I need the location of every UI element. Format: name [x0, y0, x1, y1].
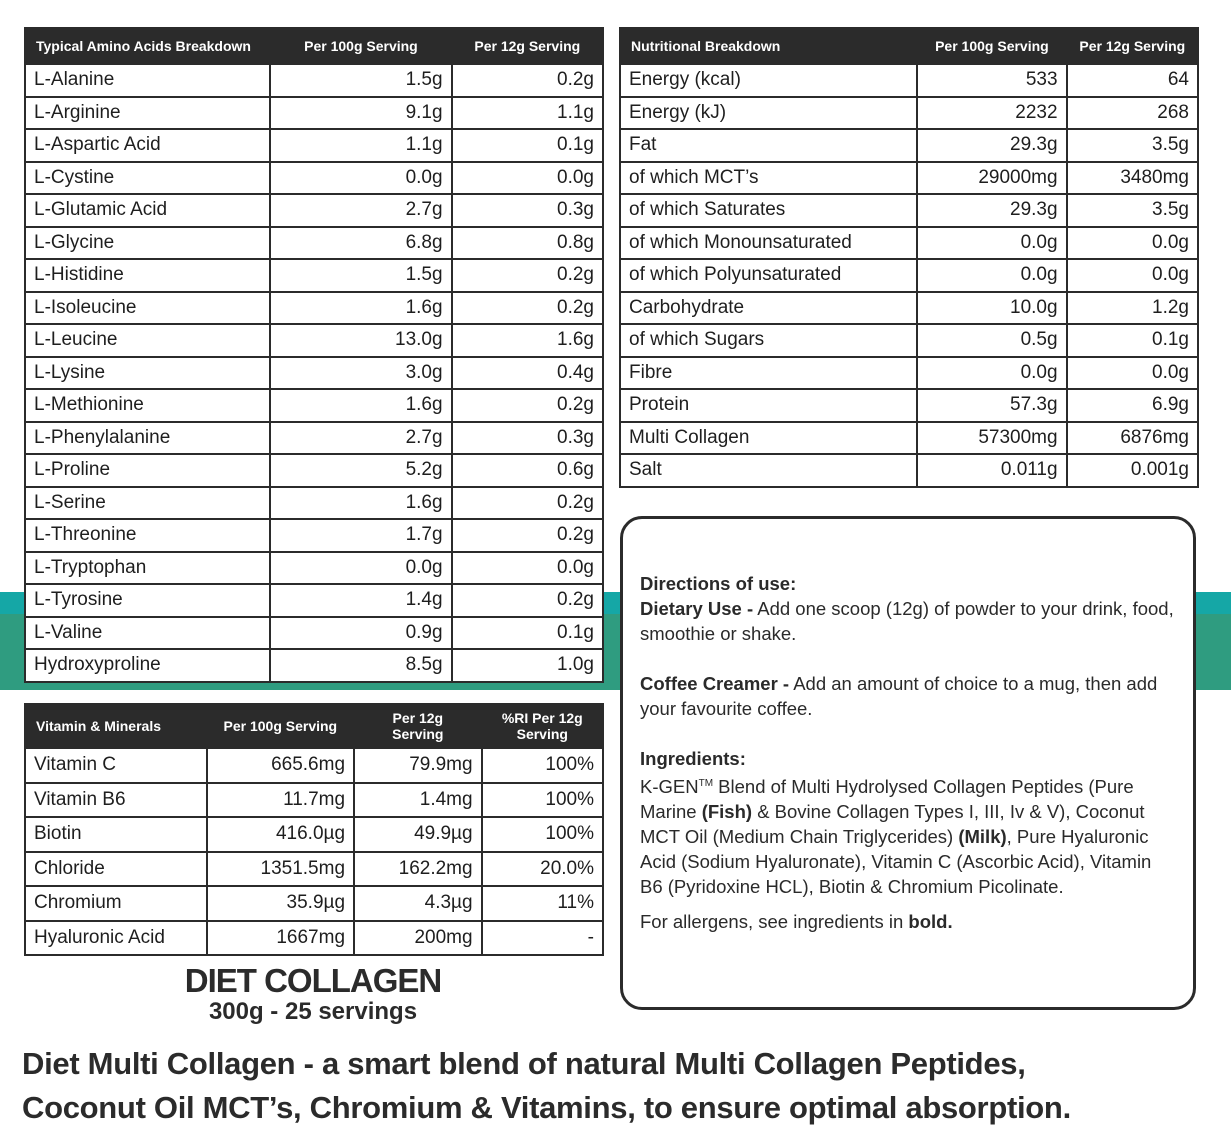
- amino-label-cell: L-Glutamic Acid: [25, 194, 270, 227]
- trademark-mark: TM: [698, 778, 714, 789]
- vits-row: [25, 748, 603, 783]
- amino-value-cell: 1.1g: [270, 129, 451, 162]
- amino-value-cell: 0.0g: [270, 552, 451, 585]
- nutri-label-cell: Multi Collagen: [620, 422, 917, 455]
- amino-value-cell: 6.8g: [270, 227, 451, 260]
- amino-value-cell: 0.2g: [452, 487, 603, 520]
- ingredient-part-3: & Bovine Collagen Types I, III, Iv & V), Coconut MCT Oil (Medium Chain Triglycerides): [640, 801, 1145, 848]
- amino-row: [25, 584, 603, 617]
- vits-value-cell: 35.9µg: [207, 886, 354, 921]
- amino-row: [25, 389, 603, 422]
- ingredient-part-4: , Pure Hyaluronic Acid (Sodium Hyaluronate), Vitamin C (Ascorbic Acid), Vitamin B6 (Pyridoxine HCL), Biotin & Chromium Picolinate.: [640, 826, 1152, 898]
- nutri-header-100g: Per 100g Serving: [917, 28, 1066, 64]
- amino-acids-body: [25, 64, 603, 682]
- vits-value-cell: 1351.5mg: [207, 852, 354, 887]
- amino-value-cell: 9.1g: [270, 97, 451, 130]
- amino-row: [25, 64, 603, 97]
- amino-label-cell: Hydroxyproline: [25, 649, 270, 682]
- product-size: 300g - 25 servings: [208, 998, 418, 1025]
- amino-value-cell: 1.1g: [452, 97, 603, 130]
- amino-label-cell: L-Tyrosine: [25, 584, 270, 617]
- amino-value-cell: 0.0g: [452, 162, 603, 195]
- amino-label-cell: L-Aspartic Acid: [25, 129, 270, 162]
- nutritional-body: [620, 64, 1198, 487]
- vitamins-minerals-table: [24, 703, 604, 956]
- amino-row: [25, 259, 603, 292]
- nutri-label-cell: Fibre: [620, 357, 917, 390]
- vits-row: [25, 817, 603, 852]
- nutri-value-cell: 0.0g: [1067, 357, 1198, 390]
- coffee-creamer-text: [640, 671, 1177, 721]
- amino-value-cell: 0.6g: [452, 454, 603, 487]
- nutri-value-cell: 1.2g: [1067, 292, 1198, 325]
- vits-value-cell: 11.7mg: [207, 783, 354, 818]
- allergen-fish: (Fish): [701, 801, 753, 823]
- amino-value-cell: 0.1g: [452, 129, 603, 162]
- vits-value-cell: 665.6mg: [207, 748, 354, 783]
- amino-value-cell: 8.5g: [270, 649, 451, 682]
- amino-label-cell: L-Tryptophan: [25, 552, 270, 585]
- ingredients-title: Ingredients:: [640, 748, 746, 769]
- nutri-value-cell: 0.0g: [917, 259, 1066, 292]
- amino-label-cell: L-Lysine: [25, 357, 270, 390]
- nutri-row: [620, 162, 1198, 195]
- amino-label-cell: L-Threonine: [25, 519, 270, 552]
- vits-value-cell: 79.9mg: [354, 748, 482, 783]
- vits-value-cell: 100%: [482, 817, 603, 852]
- nutri-value-cell: 3.5g: [1067, 194, 1198, 227]
- nutri-label-cell: of which Sugars: [620, 324, 917, 357]
- amino-value-cell: 2.7g: [270, 194, 451, 227]
- amino-value-cell: 1.7g: [270, 519, 451, 552]
- amino-value-cell: 0.2g: [452, 519, 603, 552]
- product-name: DIET COLLAGEN: [184, 962, 442, 999]
- amino-value-cell: 0.3g: [452, 422, 603, 455]
- vits-value-cell: 4.3µg: [354, 886, 482, 921]
- nutri-value-cell: 0.1g: [1067, 324, 1198, 357]
- nutri-row: [620, 292, 1198, 325]
- amino-label-cell: L-Proline: [25, 454, 270, 487]
- vits-row: [25, 783, 603, 818]
- amino-label-cell: L-Leucine: [25, 324, 270, 357]
- amino-row: [25, 194, 603, 227]
- amino-row: [25, 227, 603, 260]
- nutri-value-cell: 0.001g: [1067, 454, 1198, 487]
- vits-value-cell: 100%: [482, 748, 603, 783]
- nutri-value-cell: 0.011g: [917, 454, 1066, 487]
- tagline-line-2: Coconut Oil MCT’s, Chromium & Vitamins, to ensure optimal absorption.: [22, 1090, 1071, 1125]
- vits-label-cell: Vitamin B6: [25, 783, 207, 818]
- vitamins-minerals-body: [25, 748, 603, 955]
- nutri-value-cell: 3480mg: [1067, 162, 1198, 195]
- nutri-row: [620, 454, 1198, 487]
- nutri-row: [620, 422, 1198, 455]
- vits-value-cell: 416.0µg: [207, 817, 354, 852]
- nutri-row: [620, 129, 1198, 162]
- dietary-use-body: Add one scoop (12g) of powder to your drink, food, smoothie or shake.: [640, 598, 1174, 644]
- amino-acids-table: [24, 27, 604, 683]
- nutri-label-cell: Energy (kcal): [620, 64, 917, 97]
- nutri-row: [620, 389, 1198, 422]
- amino-value-cell: 0.1g: [452, 617, 603, 650]
- amino-value-cell: 0.2g: [452, 584, 603, 617]
- nutri-value-cell: 0.5g: [917, 324, 1066, 357]
- amino-value-cell: 3.0g: [270, 357, 451, 390]
- nutri-header-12g: Per 12g Serving: [1067, 28, 1198, 64]
- amino-value-cell: 1.0g: [452, 649, 603, 682]
- vits-header-name: Vitamin & Minerals: [25, 704, 207, 748]
- nutri-value-cell: 268: [1067, 97, 1198, 130]
- nutri-value-cell: 0.0g: [1067, 227, 1198, 260]
- amino-header-100g: Per 100g Serving: [270, 28, 451, 64]
- amino-value-cell: 0.2g: [452, 259, 603, 292]
- vits-label-cell: Vitamin C: [25, 748, 207, 783]
- amino-value-cell: 13.0g: [270, 324, 451, 357]
- vits-value-cell: 1.4mg: [354, 783, 482, 818]
- vits-label-cell: Hyaluronic Acid: [25, 921, 207, 956]
- nutri-value-cell: 6876mg: [1067, 422, 1198, 455]
- amino-row: [25, 97, 603, 130]
- vits-header-100g: Per 100g Serving: [207, 704, 354, 748]
- amino-header-name: Typical Amino Acids Breakdown: [25, 28, 270, 64]
- nutri-header-name: Nutritional Breakdown: [620, 28, 917, 64]
- vits-label-cell: Chloride: [25, 852, 207, 887]
- vits-value-cell: 200mg: [354, 921, 482, 956]
- vits-value-cell: -: [482, 921, 603, 956]
- vits-value-cell: 20.0%: [482, 852, 603, 887]
- nutri-label-cell: of which Polyunsaturated: [620, 259, 917, 292]
- vits-header-ri: %RI Per 12g Serving: [482, 704, 603, 748]
- nutri-label-cell: of which MCT’s: [620, 162, 917, 195]
- ingredient-part-2: Blend of Multi Hydrolysed Collagen Peptides (Pure Marine: [640, 776, 1134, 823]
- nutri-value-cell: 29.3g: [917, 194, 1066, 227]
- amino-value-cell: 0.2g: [452, 389, 603, 422]
- nutri-row: [620, 357, 1198, 390]
- vits-label-cell: Chromium: [25, 886, 207, 921]
- allergen-note-bold: bold.: [908, 911, 953, 933]
- amino-label-cell: L-Cystine: [25, 162, 270, 195]
- amino-value-cell: 0.3g: [452, 194, 603, 227]
- vits-value-cell: 49.9µg: [354, 817, 482, 852]
- nutri-label-cell: Carbohydrate: [620, 292, 917, 325]
- amino-value-cell: 0.9g: [270, 617, 451, 650]
- vits-value-cell: 100%: [482, 783, 603, 818]
- nutri-value-cell: 57.3g: [917, 389, 1066, 422]
- amino-value-cell: 0.0g: [270, 162, 451, 195]
- amino-row: [25, 617, 603, 650]
- nutri-row: [620, 97, 1198, 130]
- vits-row: [25, 886, 603, 921]
- amino-value-cell: 1.5g: [270, 64, 451, 97]
- nutri-value-cell: 0.0g: [1067, 259, 1198, 292]
- amino-value-cell: 1.6g: [270, 389, 451, 422]
- amino-label-cell: L-Isoleucine: [25, 292, 270, 325]
- allergen-milk: (Milk): [958, 826, 1007, 848]
- amino-value-cell: 0.2g: [452, 64, 603, 97]
- vits-row: [25, 852, 603, 887]
- nutri-value-cell: 29.3g: [917, 129, 1066, 162]
- brand-block: [182, 963, 444, 1025]
- amino-row: [25, 357, 603, 390]
- nutri-value-cell: 2232: [917, 97, 1066, 130]
- amino-value-cell: 5.2g: [270, 454, 451, 487]
- nutri-label-cell: of which Monounsaturated: [620, 227, 917, 260]
- tagline: [22, 1042, 1222, 1130]
- nutri-value-cell: 10.0g: [917, 292, 1066, 325]
- nutri-row: [620, 194, 1198, 227]
- amino-label-cell: L-Alanine: [25, 64, 270, 97]
- amino-value-cell: 0.8g: [452, 227, 603, 260]
- amino-label-cell: L-Histidine: [25, 259, 270, 292]
- nutri-row: [620, 324, 1198, 357]
- nutri-row: [620, 227, 1198, 260]
- nutri-row: [620, 64, 1198, 97]
- tagline-line-1: Diet Multi Collagen - a smart blend of natural Multi Collagen Peptides,: [22, 1046, 1026, 1081]
- amino-label-cell: L-Glycine: [25, 227, 270, 260]
- amino-label-cell: L-Methionine: [25, 389, 270, 422]
- nutri-label-cell: Protein: [620, 389, 917, 422]
- nutri-label-cell: Fat: [620, 129, 917, 162]
- allergen-note: [640, 909, 1177, 934]
- amino-label-cell: L-Valine: [25, 617, 270, 650]
- coffee-creamer-label: Coffee Creamer -: [640, 673, 790, 694]
- nutri-value-cell: 0.0g: [917, 227, 1066, 260]
- vits-row: [25, 921, 603, 956]
- nutri-label-cell: Energy (kJ): [620, 97, 917, 130]
- nutri-value-cell: 3.5g: [1067, 129, 1198, 162]
- amino-row: [25, 324, 603, 357]
- amino-row: [25, 422, 603, 455]
- amino-row: [25, 649, 603, 682]
- ingredient-kgen: K-GEN: [640, 776, 699, 798]
- amino-label-cell: L-Arginine: [25, 97, 270, 130]
- vits-label-cell: Biotin: [25, 817, 207, 852]
- amino-value-cell: 1.6g: [270, 487, 451, 520]
- nutri-value-cell: 29000mg: [917, 162, 1066, 195]
- vits-header-12g: Per 12g Serving: [354, 704, 482, 748]
- nutri-value-cell: 57300mg: [917, 422, 1066, 455]
- amino-row: [25, 552, 603, 585]
- allergen-note-text: For allergens, see ingredients in: [640, 911, 909, 933]
- amino-header-12g: Per 12g Serving: [452, 28, 603, 64]
- amino-value-cell: 1.6g: [452, 324, 603, 357]
- coffee-creamer-body: Add an amount of choice to a mug, then add your favourite coffee.: [640, 673, 1158, 719]
- amino-value-cell: 1.6g: [270, 292, 451, 325]
- nutritional-table: [619, 27, 1199, 488]
- amino-label-cell: L-Serine: [25, 487, 270, 520]
- amino-value-cell: 0.2g: [452, 292, 603, 325]
- dietary-use-label: Dietary Use -: [640, 598, 754, 619]
- dietary-use-text: [640, 596, 1177, 646]
- nutri-value-cell: 0.0g: [917, 357, 1066, 390]
- ingredients-text: [640, 771, 1177, 899]
- nutri-value-cell: 6.9g: [1067, 389, 1198, 422]
- amino-value-cell: 2.7g: [270, 422, 451, 455]
- amino-row: [25, 162, 603, 195]
- amino-row: [25, 129, 603, 162]
- nutri-value-cell: 533: [917, 64, 1066, 97]
- vits-value-cell: 162.2mg: [354, 852, 482, 887]
- directions-title: Directions of use:: [640, 573, 797, 594]
- amino-row: [25, 519, 603, 552]
- nutri-label-cell: of which Saturates: [620, 194, 917, 227]
- vits-value-cell: 11%: [482, 886, 603, 921]
- nutri-value-cell: 64: [1067, 64, 1198, 97]
- amino-label-cell: L-Phenylalanine: [25, 422, 270, 455]
- nutri-row: [620, 259, 1198, 292]
- amino-value-cell: 1.4g: [270, 584, 451, 617]
- amino-value-cell: 0.4g: [452, 357, 603, 390]
- amino-value-cell: 1.5g: [270, 259, 451, 292]
- directions-panel: [620, 516, 1196, 1010]
- amino-value-cell: 0.0g: [452, 552, 603, 585]
- amino-row: [25, 454, 603, 487]
- vits-value-cell: 1667mg: [207, 921, 354, 956]
- amino-row: [25, 487, 603, 520]
- amino-row: [25, 292, 603, 325]
- nutri-label-cell: Salt: [620, 454, 917, 487]
